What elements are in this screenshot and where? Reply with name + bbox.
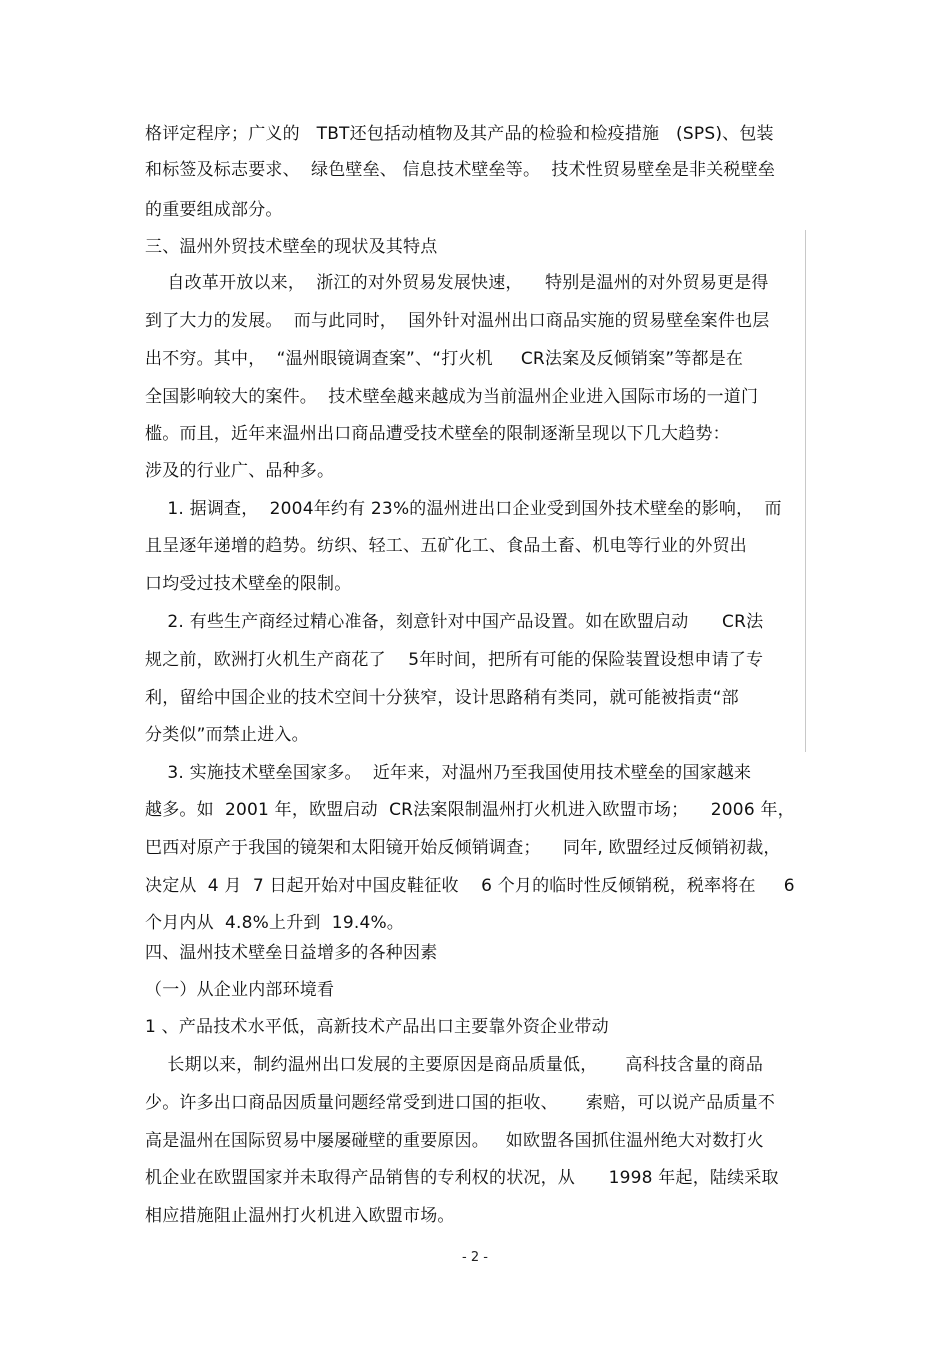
text-line: 机企业在欧盟国家并未取得产品销售的专利权的状况，从 1998 年起，陆续采取 bbox=[145, 1168, 779, 1188]
page-number: - 2 - bbox=[462, 1250, 488, 1265]
text-line: 长期以来，制约温州出口发展的主要原因是商品质量低， 高科技含量的商品 bbox=[145, 1055, 764, 1075]
section-heading: 四、温州技术壁垒日益增多的各种因素 bbox=[145, 943, 438, 963]
section-heading: 三、温州外贸技术壁垒的现状及其特点 bbox=[145, 237, 438, 257]
text-line: 格评定程序；广义的 TBT还包括动植物及其产品的检验和检疫措施 (SPS)、包装 bbox=[145, 124, 774, 144]
text-line: 越多。如 2001 年，欧盟启动 CR法案限制温州打火机进入欧盟市场； 2006 年， bbox=[145, 800, 795, 820]
text-line: 决定从 4 月 7 日起开始对中国皮鞋征收 6 个月的临时性反倾销税，税率将在 6 bbox=[145, 876, 795, 896]
subsection-heading: 1 、产品技术水平低，高新技术产品出口主要靠外资企业带动 bbox=[145, 1017, 609, 1037]
text-line: 槛。而且，近年来温州出口商品遭受技术壁垒的限制逐渐呈现以下几大趋势： bbox=[145, 424, 730, 444]
text-line: 2. 有些生产商经过精心准备，刻意针对中国产品设置。如在欧盟启动 CR法 bbox=[145, 612, 764, 632]
text-line: 少。许多出口商品因质量问题经常受到进口国的拒收、 索赔，可以说产品质量不 bbox=[145, 1093, 776, 1113]
text-line: 且呈逐年递增的趋势。纺织、轻工、五矿化工、食品土畜、机电等行业的外贸出 bbox=[145, 536, 747, 556]
subsection-heading: （一）从企业内部环境看 bbox=[145, 980, 335, 1000]
text-line: 分类似”而禁止进入。 bbox=[145, 725, 309, 745]
text-line: 涉及的行业广、品种多。 bbox=[145, 461, 335, 481]
text-line: 个月内从 4.8%上升到 19.4%。 bbox=[145, 913, 405, 933]
text-line: 出不穷。其中， “温州眼镜调查案”、“打火机 CR法案及反倾销案”等都是在 bbox=[145, 349, 744, 369]
text-line: 和标签及标志要求、 绿色壁垒、 信息技术壁垒等。 技术性贸易壁垒是非关税壁垒 bbox=[145, 160, 776, 180]
text-line: 自改革开放以来， 浙江的对外贸易发展快速， 特别是温州的对外贸易更是得 bbox=[145, 273, 769, 293]
text-line: 利，留给中国企业的技术空间十分狭窄，设计思路稍有类同，就可能被指责“部 bbox=[145, 688, 739, 708]
margin-rule bbox=[805, 230, 806, 752]
text-line: 全国影响较大的案件。 技术壁垒越来越成为当前温州企业进入国际市场的一道门 bbox=[145, 387, 759, 407]
text-line: 巴西对原产于我国的镜架和太阳镜开始反倾销调查； 同年, 欧盟经过反倾销初裁， bbox=[145, 838, 781, 858]
text-line: 相应措施阻止温州打火机进入欧盟市场。 bbox=[145, 1206, 455, 1226]
text-line: 高是温州在国际贸易中屡屡碰壁的重要原因。 如欧盟各国抓住温州绝大对数打火 bbox=[145, 1131, 764, 1151]
text-line: 口均受过技术壁垒的限制。 bbox=[145, 574, 352, 594]
text-line: 规之前，欧洲打火机生产商花了 5年时间，把所有可能的保险装置设想申请了专 bbox=[145, 650, 764, 670]
text-line: 1. 据调查， 2004年约有 23%的温州进出口企业受到国外技术壁垒的影响， 而 bbox=[145, 499, 782, 519]
text-line: 3. 实施技术壁垒国家多。 近年来，对温州乃至我国使用技术壁垒的国家越来 bbox=[145, 763, 752, 783]
text-line: 的重要组成部分。 bbox=[145, 200, 283, 220]
text-line: 到了大力的发展。 而与此同时， 国外针对温州出口商品实施的贸易壁垒案件也层 bbox=[145, 311, 770, 331]
